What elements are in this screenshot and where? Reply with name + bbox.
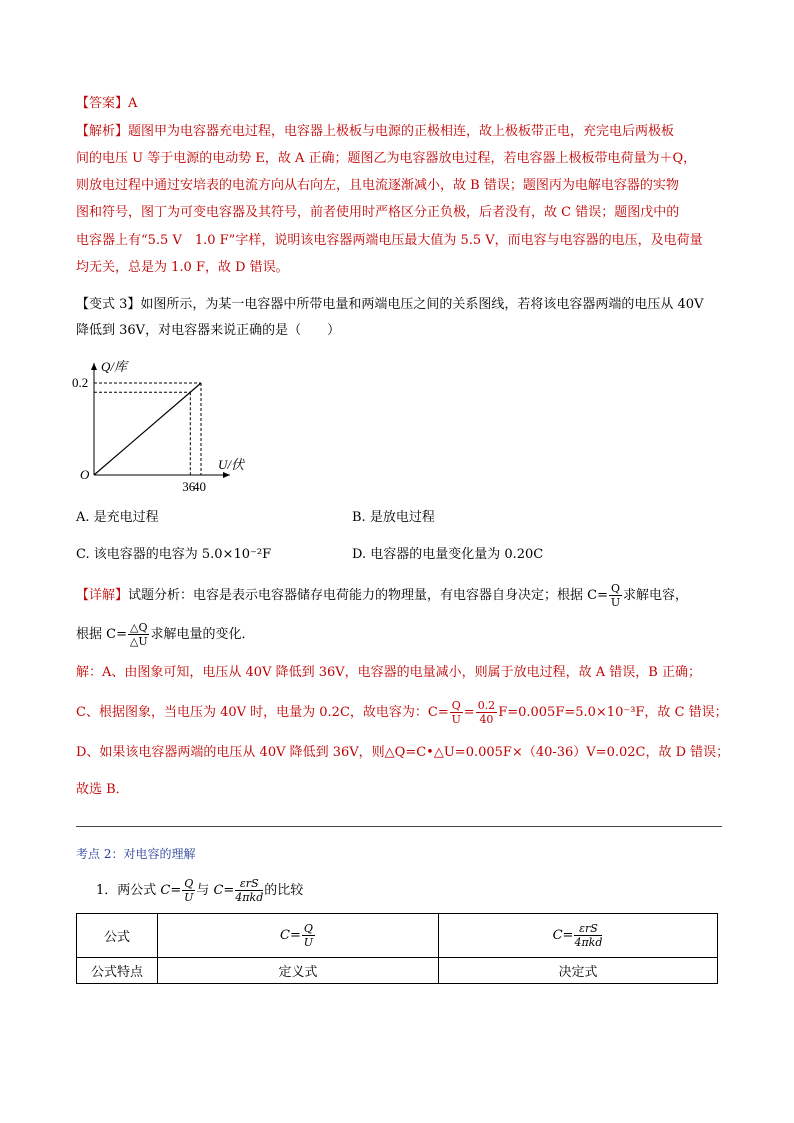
frac-den: 4πkd [235,891,264,904]
formula-eq: = [290,928,301,943]
solution-line-3: D、如果该电容器两端的电压从 40V 降低到 36V，则△Q=C•△U=0.005F×（40-36）V=0.02C，故 D 错误； [76,745,730,760]
formula-c: C [552,928,563,943]
subtitle-text-b: 的比较 [264,883,304,898]
question-label: 【变式 3】 [76,297,141,312]
option-c[interactable]: C. 该电容器的电容为 5.0×10⁻²F [76,547,272,562]
frac-num: Q [611,582,621,595]
fraction-02-over-40 [476,700,498,725]
charge-voltage-chart [70,355,250,495]
answer-value: A [128,96,138,111]
fraction-q-over-u [609,583,622,608]
fraction-q-over-u-2 [450,700,463,725]
x-tick-label: 36 [182,479,196,494]
table-row [77,958,718,984]
x-tick-label: 40 [193,479,206,494]
solution-line-2 [76,700,728,725]
frac-num: εrS [235,878,263,891]
detail-line-2 [76,622,254,647]
y-tick-label: 0.2 [72,375,89,390]
question-text-1: 如图所示，为某一电容器中所带电量和两端电压之间的关系图线，若将该电容器两端的电压从 40V [140,297,704,312]
analysis-line-4: 图和符号，图丁为可变电容器及其符号，前者使用时严格区分正负极，后者没有，故 C 错误；题图戊中的 [76,205,680,220]
fraction-determination-table [574,923,602,948]
answer-line [76,95,137,113]
fraction-determination [235,878,263,903]
subtitle-c2: C [213,883,224,898]
detail-line-1 [76,583,688,608]
fraction-definition-table [302,923,315,948]
frac-num: Q [184,877,194,890]
formula-c: C [280,928,290,943]
x-axis-arrow [223,472,230,478]
table-head-feature: 公式特点 [77,958,158,984]
analysis-line-1 [76,123,674,141]
data-line [94,383,201,475]
detail-text-2a: 根据 C= [76,627,127,642]
frac-den: U [303,936,314,949]
subtitle-mid: 与 [196,883,214,898]
question-line-1 [76,296,703,314]
analysis-line-3: 则放电过程中通过安培表的电流方向从右向左，且电流逐渐减小，故 B 错误；题图丙为电解电容器的实物 [76,178,679,193]
subtitle-text-a: 1．两公式 [96,883,161,898]
analysis-line-2: 间的电压 U 等于电源的电动势 E，故 A 正确；题图乙为电容器放电过程，若电容器上极板带电荷量为＋Q， [76,151,697,166]
frac-num: Q [303,922,313,935]
answer-label: 【答案】 [76,96,129,111]
analysis-line-6: 均无关，总是为 1.0 F，故 D 错误。 [76,260,289,275]
frac-den: U [451,713,461,726]
analysis-line-5: 电容器上有“5.5 V 1.0 F”字样，说明该电容器两端电压最大值为 5.5 V，而电容与电容器的电压，及电荷量 [76,233,703,248]
fraction-dq-over-du [128,622,149,647]
frac-den: 40 [479,713,494,726]
formula-comparison-table [76,913,718,984]
section-divider [76,826,722,827]
section-title: 考点 2：对电容的理解 [76,847,196,861]
analysis-label: 【解析】 [76,124,129,139]
question-line-2: 降低到 36V，对电容器来说正确的是（ ） [76,323,341,338]
origin-label: O [80,467,90,482]
option-a[interactable]: A. 是充电过程 [76,510,159,525]
table-cell-definition: 定义式 [158,958,439,984]
table-cell-definition-formula [158,914,439,958]
frac-num: △Q [129,621,148,634]
y-axis-label: Q/库 [101,359,128,374]
subtitle-eq1: = [170,883,182,898]
frac-den: U [184,891,194,904]
option-b[interactable]: B. 是放电过程 [352,510,435,525]
table-cell-determination: 决定式 [439,958,718,984]
table-head-formula: 公式 [77,914,158,958]
detail-text-1a: 试题分析：电容是表示电容器储存电荷能力的物理量，有电容器自身决定；根据 C= [128,588,608,603]
subtitle-c1: C [160,883,171,898]
frac-den: U [610,596,621,609]
subtitle-eq2: = [223,883,235,898]
detail-text-2b: 求解电量的变化． [150,627,255,642]
fraction-definition [182,878,195,903]
solution-line-4: 故选 B． [76,782,129,797]
detail-text-1b: 求解电容， [623,588,689,603]
frac-num: 0.2 [477,699,496,712]
table-cell-determination-formula [439,914,718,958]
equals-sign: = [463,705,475,720]
frac-num: εrS [574,923,602,936]
analysis-text-1: 题图甲为电容器充电过程，电容器上极板与电源的正极相连，故上极板带正电，充完电后两极板 [128,124,675,139]
solution-text-2b: F=0.005F=5.0×10⁻³F，故 C 错误； [498,705,728,720]
x-axis-label: U/伏 [218,457,245,472]
option-d[interactable]: D. 电容器的电量变化量为 0.20C [352,547,544,562]
y-axis-arrow [91,363,97,370]
detail-label: 【详解】 [76,588,129,603]
solution-text-2a: C、根据图象，当电压为 40V 时，电量为 0.2C，故电容为：C= [76,705,449,720]
frac-num: Q [451,699,461,712]
solution-line-1: 解：A、由图象可知，电压从 40V 降低到 36V，电容器的电量减小，则属于放电过程，故 A 错误，B 正确； [76,665,701,680]
frac-den: △U [129,635,148,648]
table-row [77,914,718,958]
frac-den: 4πkd [574,936,603,949]
section-subtitle [96,878,303,903]
formula-eq: = [562,928,574,943]
